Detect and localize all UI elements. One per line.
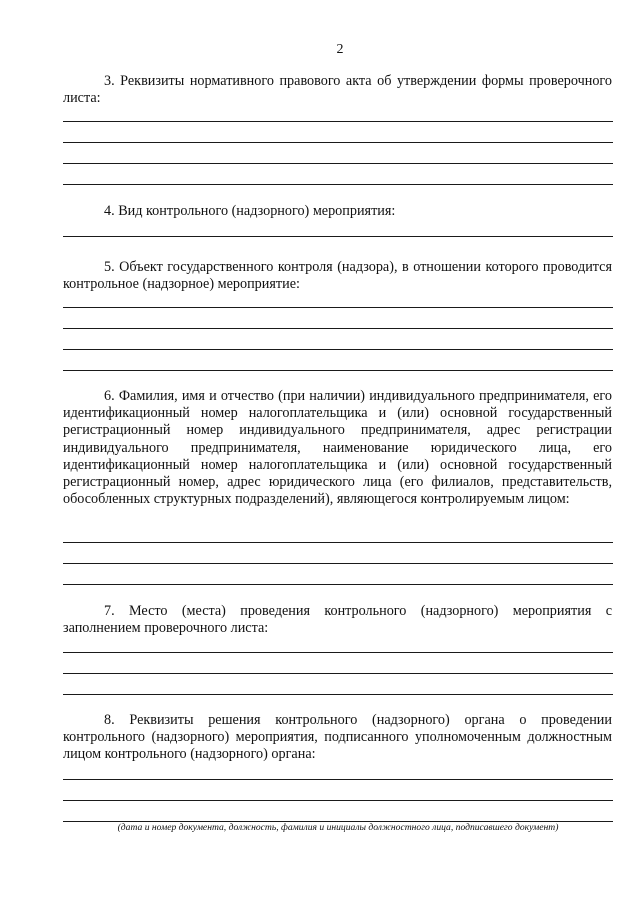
fill-line [63,163,613,164]
section-5-text: 5. Объект государственного контроля (надзора), в отношении которого проводится контрольное (надзорное) мероприятие: [63,259,612,293]
fill-line [63,184,613,185]
fill-line [63,652,613,653]
page-number: 2 [336,42,344,57]
fill-line [63,370,613,371]
section-7-text: 7. Место (места) проведения контрольного (надзорного) мероприятия с заполнением проверочного листа: [63,603,612,637]
fill-line [63,236,613,237]
signature-caption: (дата и номер документа, должность, фамилия и инициалы должностного лица, подписавшего документ) [117,822,559,833]
fill-line [63,121,613,122]
fill-line [63,142,613,143]
fill-line [63,349,613,350]
fill-line [63,307,613,308]
fill-line [63,584,613,585]
section-6-text: 6. Фамилия, имя и отчество (при наличии) индивидуального предпринимателя, его идентификационный номер налогоплательщика и (или) основной государственный регистрационный номер индивидуального предпринимателя, адрес регистрации индивидуального предпринимателя, наименование юридического лица, его идентификационный номер налогоплательщика и (или) основной государственный регистрационный номер, адрес юридического лица (его филиалов, представительств, обособленных структурных подразделений), являющегося контролируемым лицом: [63,388,612,508]
fill-line [63,563,613,564]
fill-line [63,694,613,695]
section-3-text: 3. Реквизиты нормативного правового акта об утверждении формы проверочного листа: [63,73,612,107]
fill-line [63,673,613,674]
section-8-text: 8. Реквизиты решения контрольного (надзорного) органа о проведении контрольного (надзорного) мероприятия, подписанного уполномоченным должностным лицом контрольного (надзорного) органа: [63,712,612,763]
fill-line [63,328,613,329]
fill-line [63,800,613,801]
section-4-text: 4. Вид контрольного (надзорного) мероприятия: [104,203,396,219]
fill-line [63,779,613,780]
fill-line [63,542,613,543]
